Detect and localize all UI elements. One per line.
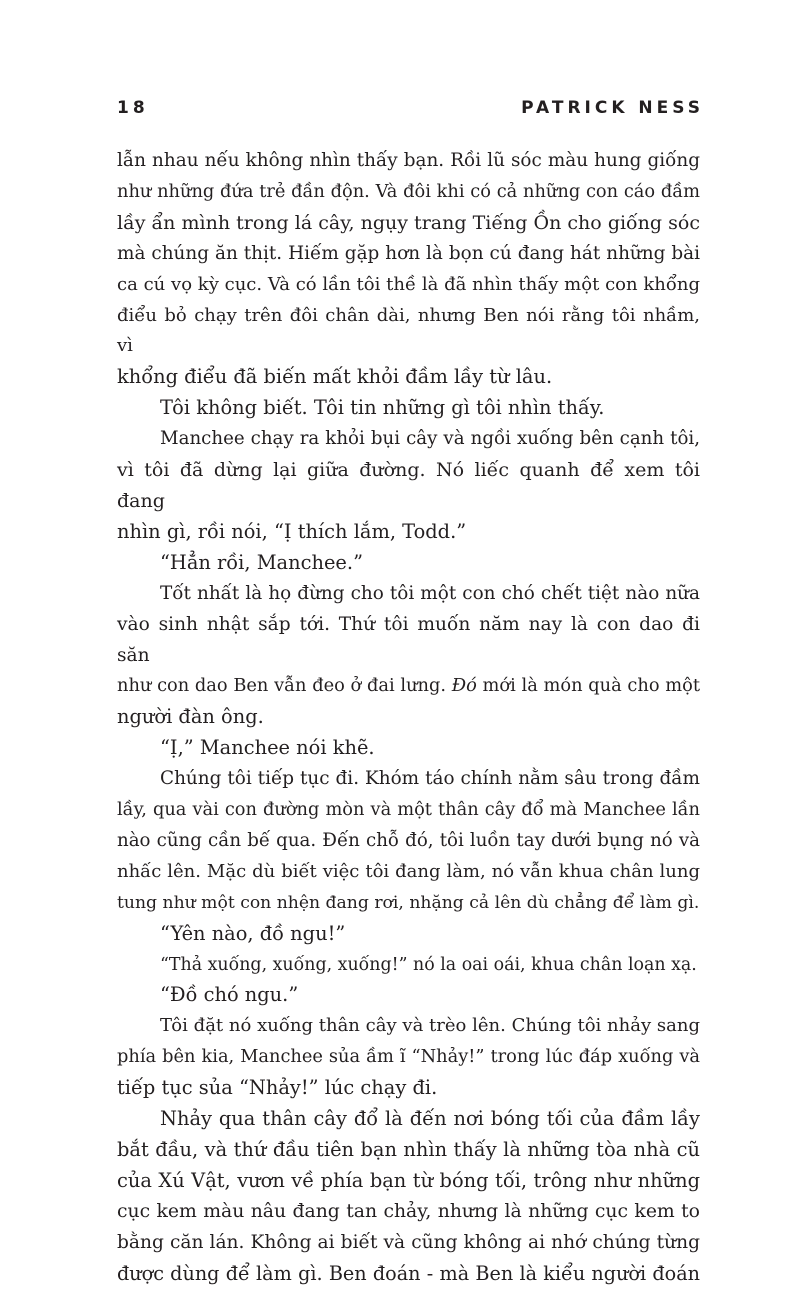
- text-line: bằng căn lán. Không ai biết và cũng không ai nhớ chúng từng: [117, 1231, 700, 1253]
- text-segment: như con dao Ben vẫn đeo ở đai lưng.: [117, 675, 452, 697]
- text-line: “Thả xuống, xuống, xuống!” nó la oai oái, khua chân loạn xạ.: [160, 954, 697, 975]
- text-line: được dùng để làm gì. Ben đoán - mà Ben là kiểu người đoán: [117, 1261, 700, 1285]
- text-line: bắt đầu, và thứ đầu tiên bạn nhìn thấy là những tòa nhà cũ: [117, 1138, 700, 1161]
- paragraph: [117, 579, 700, 734]
- emphasized-word: Đó: [451, 675, 477, 697]
- page-number: 18: [117, 98, 149, 118]
- paragraph: [117, 1011, 700, 1104]
- text-line: khổng điểu đã biến mất khỏi đầm lầy từ lâu.: [117, 365, 553, 389]
- text-line: phía bên kia, Manchee sủa ầm ĩ “Nhảy!” trong lúc đáp xuống và: [117, 1046, 700, 1068]
- page-header: [117, 98, 704, 122]
- text-line: “Yên nào, đồ ngu!”: [160, 921, 346, 945]
- paragraph: [117, 950, 700, 981]
- paragraph: [117, 733, 700, 764]
- text-segment: mới là món quà cho một: [476, 675, 700, 697]
- text-line: “Đồ chó ngu.”: [160, 983, 299, 1007]
- text-line: vì tôi đã dừng lại giữa đường. Nó liếc quanh để xem tôi đang: [117, 459, 700, 512]
- text-line: lẫn nhau nếu không nhìn thấy bạn. Rồi lũ sóc màu hung giống: [117, 150, 700, 171]
- text-line: cục kem màu nâu đang tan chảy, nhưng là những cục kem to: [117, 1200, 700, 1222]
- text-line: “Ị,” Manchee nói khẽ.: [160, 736, 375, 760]
- text-line: tung như một con nhện đang rơi, nhặng cả lên dù chẳng để làm gì.: [117, 892, 700, 913]
- text-line: nhấc lên. Mặc dù biết việc tôi đang làm, nó vẫn khua chân lung: [117, 860, 700, 882]
- paragraph: [117, 424, 700, 548]
- text-line: nào cũng cần bế qua. Đến chỗ đó, tôi luồn tay dưới bụng nó và: [117, 829, 700, 851]
- text-line: điểu bỏ chạy trên đôi chân dài, nhưng Ben nói rằng tôi nhầm, vì: [117, 304, 700, 357]
- text-line: Tôi đặt nó xuống thân cây và trèo lên. Chúng tôi nhảy sang: [160, 1015, 700, 1037]
- paragraph: [117, 548, 700, 579]
- text-line: như những đứa trẻ đần độn. Và đôi khi có cả những con cáo đầm: [117, 180, 700, 202]
- text-line: Tốt nhất là họ đừng cho tôi một con chó chết tiệt nào nữa: [160, 582, 700, 604]
- text-line: [117, 671, 700, 702]
- running-head-author: PATRICK NESS: [521, 98, 704, 118]
- text-line: của Xú Vật, vươn về phía bạn từ bóng tối, trông như những: [117, 1168, 700, 1192]
- paragraph: [117, 146, 700, 393]
- paragraph: [117, 1104, 700, 1289]
- paragraph: [117, 919, 700, 950]
- paragraph: [117, 764, 700, 919]
- text-line: lầy, qua vài con đường mòn và một thân cây đổ mà Manchee lần: [117, 799, 700, 821]
- text-line: mà chúng ăn thịt. Hiếm gặp hơn là bọn cú đang hát những bài: [117, 242, 700, 264]
- body-text: [117, 146, 700, 1290]
- text-line: “Hẳn rồi, Manchee.”: [160, 550, 363, 574]
- text-line: người đàn ông.: [117, 705, 264, 729]
- text-line: ca cú vọ kỳ cục. Và có lần tôi thề là đã nhìn thấy một con khổng: [117, 273, 700, 295]
- text-line: Manchee chạy ra khỏi bụi cây và ngồi xuống bên cạnh tôi,: [160, 428, 700, 450]
- text-line: vào sinh nhật sắp tới. Thứ tôi muốn năm nay là con dao đi săn: [117, 613, 700, 666]
- text-line: Nhảy qua thân cây đổ là đến nơi bóng tối của đầm lầy: [160, 1107, 700, 1131]
- paragraph: [117, 980, 700, 1011]
- text-line: tiếp tục sủa “Nhảy!” lúc chạy đi.: [117, 1076, 438, 1100]
- text-line: Chúng tôi tiếp tục đi. Khóm táo chính nằm sâu trong đầm: [160, 768, 700, 790]
- text-line: lầy ẩn mình trong lá cây, ngụy trang Tiếng Ồn cho giống sóc: [117, 211, 700, 234]
- text-line: nhìn gì, rồi nói, “Ị thích lắm, Todd.”: [117, 519, 467, 543]
- paragraph: [117, 393, 700, 424]
- text-line: Tôi không biết. Tôi tin những gì tôi nhìn thấy.: [160, 396, 605, 420]
